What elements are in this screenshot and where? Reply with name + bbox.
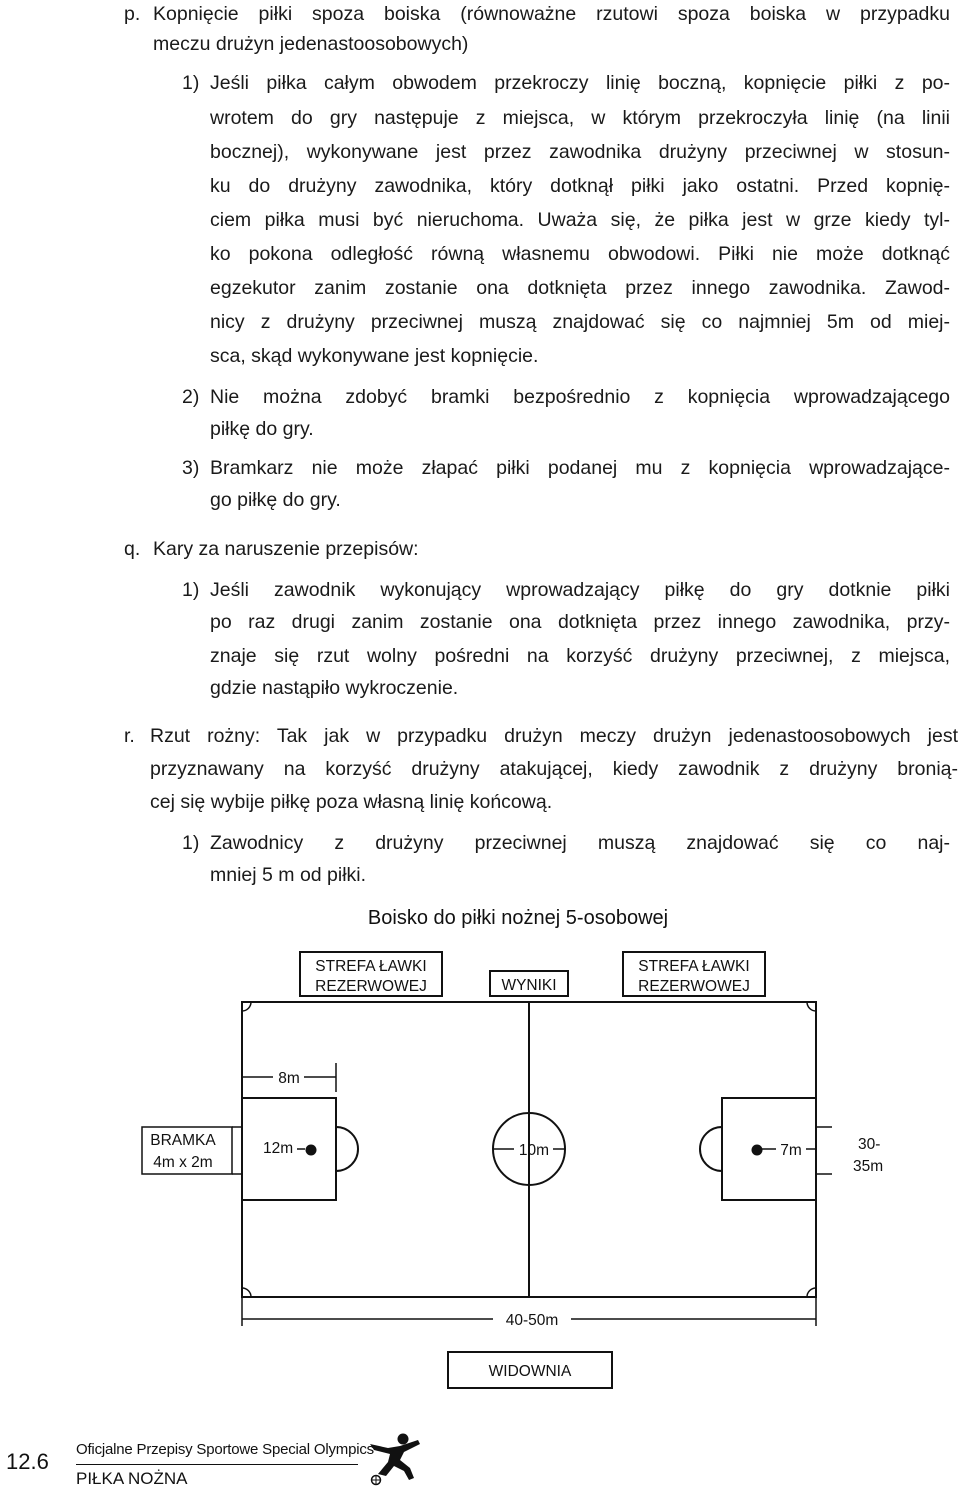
section-p-item-1-line: nicy z drużyny przeciwnej muszą znajdować się co najmniej 5m od miej- <box>210 311 950 333</box>
section-p-item-1-line: egzekutor zanim zostanie ona dotknięta przez innego zawodnika. Zawod- <box>210 277 950 299</box>
section-p-item-3-line: go piłkę do gry. <box>210 489 341 511</box>
corner-arc <box>242 1288 251 1297</box>
section-q-item-1-line: gdzie nastąpiło wykroczenie. <box>210 677 459 699</box>
penalty-spot-label: 12m <box>263 1140 294 1157</box>
section-r-title-line: przyznawany na korzyść drużyny atakującej, kiedy zawodnik z drużyny bronią- <box>150 758 958 780</box>
width-label: 35m <box>853 1158 884 1175</box>
soccer-player-icon <box>360 1430 430 1486</box>
section-p-item-1-line: bocznej), wykonywane jest przez zawodnika drużyny przeciwnej w stosun- <box>210 141 950 163</box>
spectators-label: WIDOWNIA <box>488 1363 572 1380</box>
section-q-title: Kary za naruszenie przepisów: <box>153 538 419 560</box>
second-spot-label: 7m <box>780 1142 802 1159</box>
section-p-item-1-line: sca, skąd wykonywane jest kopnięcie. <box>210 345 539 367</box>
section-p-item-3-marker: 3) <box>182 457 200 479</box>
bench-left-label: STREFA ŁAWKI <box>315 958 427 975</box>
section-p-item-1-marker: 1) <box>182 72 200 94</box>
section-p-item-1-line: ku do drużyny zawodnika, który dotknął piłki jako ostatni. Przed kopnię- <box>210 175 950 197</box>
penalty-spot-right <box>752 1145 763 1156</box>
section-r-title-line: cej się wybije piłkę poza własną linię końcową. <box>150 791 553 813</box>
length-label: 40-50m <box>505 1312 559 1329</box>
footer-divider <box>76 1464 358 1465</box>
section-p-item-2-line: piłkę do gry. <box>210 418 314 440</box>
diagram-title: Boisko do piłki nożnej 5-osobowej <box>367 907 669 929</box>
section-p-item-1-line: ciem piłka musi być nieruchoma. Uważa się, że piłka jest w grze kiedy tyl- <box>210 209 950 231</box>
section-p-item-3-line: Bramkarz nie może złapać piłki podanej mu z kopnięcia wprowadzające- <box>210 457 950 479</box>
page-number: 12.6 <box>6 1449 49 1474</box>
penalty-arc-right <box>700 1127 722 1171</box>
corner-arc <box>242 1002 251 1011</box>
section-q-item-1-line: znaje się rzut wolny pośredni na korzyść drużyny przeciwnej, z miejsca, <box>210 645 950 667</box>
section-p-item-2-marker: 2) <box>182 386 200 408</box>
goal-label: BRAMKA <box>150 1132 216 1149</box>
penalty-spot-left <box>306 1145 317 1156</box>
section-p-item-2-line: Nie można zdobyć bramki bezpośrednio z kopnięcia wprowadzającego <box>210 386 950 408</box>
section-p-marker: p. <box>124 3 141 25</box>
section-p-item-1-line: wrotem do gry następuje z miejsca, w którym przekroczyła linię (na linii <box>210 107 950 129</box>
corner-arc <box>807 1002 816 1011</box>
section-r-item-1-line: mniej 5 m od piłki. <box>210 864 367 886</box>
corner-arc <box>807 1288 816 1297</box>
bench-right-label: STREFA ŁAWKI <box>638 958 750 975</box>
section-r-marker: r. <box>124 725 135 747</box>
bench-left-label: REZERWOWEJ <box>315 978 427 995</box>
footer-title: PIŁKA NOŻNA <box>76 1469 188 1488</box>
section-r-item-1-line: Zawodnicy z drużyny przeciwnej muszą znajdować się co naj- <box>210 832 950 854</box>
penalty-arc-left <box>336 1127 358 1171</box>
section-q-item-1-marker: 1) <box>182 579 200 601</box>
section-p-title-line: meczu drużyn jedenastoosobowych) <box>153 33 469 55</box>
scoreboard-label: WYNIKI <box>501 977 557 994</box>
section-q-item-1-line: Jeśli zawodnik wykonujący wprowadzający piłkę do gry dotknie piłki <box>210 579 950 601</box>
section-r-item-1-marker: 1) <box>182 832 200 854</box>
footer-subtitle: Oficjalne Przepisy Sportowe Special Olympics <box>76 1441 374 1458</box>
section-q-marker: q. <box>124 538 141 560</box>
penalty-width-label: 8m <box>278 1070 300 1087</box>
section-q-item-1-line: po raz drugi zanim zostanie ona dotknięta przez innego zawodnika, przy- <box>210 611 950 633</box>
section-p-title-line: Kopnięcie piłki spoza boiska (równoważne rzutowi spoza boiska w przypadku <box>153 3 950 25</box>
goal-label: 4m x 2m <box>153 1154 213 1171</box>
width-label: 30- <box>858 1136 881 1153</box>
bench-right-label: REZERWOWEJ <box>638 978 750 995</box>
center-circle-label: 10m <box>518 1142 550 1159</box>
section-r-title-line: Rzut rożny: Tak jak w przypadku drużyn meczy drużyn jedenastoosobowych jest <box>150 725 958 747</box>
section-p-item-1-line: ko pokona odległość równą własnemu obwodowi. Piłki nie może dotknąć <box>210 243 950 265</box>
section-p-item-1-line: Jeśli piłka całym obwodem przekroczy linię boczną, kopnięcie piłki z po- <box>210 72 950 94</box>
